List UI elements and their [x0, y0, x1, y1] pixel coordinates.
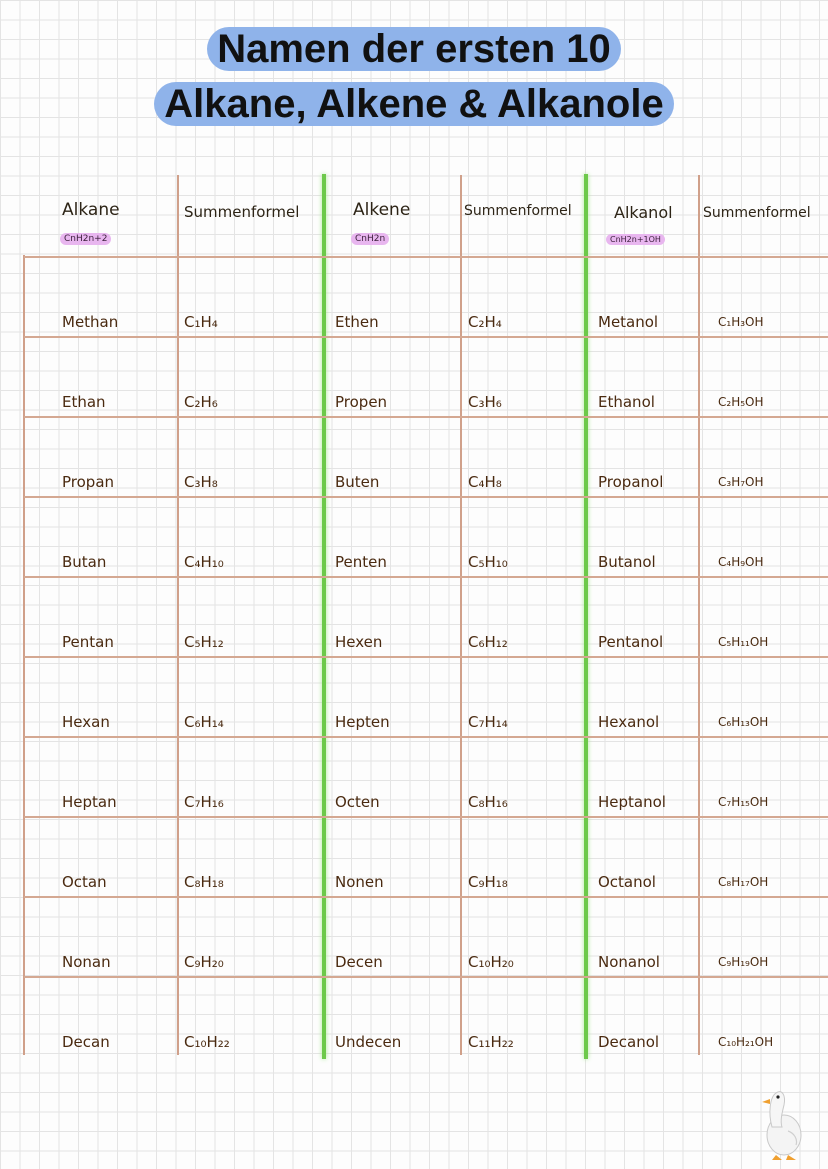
alkanol-formula: C₄H₉OH — [718, 555, 764, 569]
header-summenformel-2: Summenformel — [464, 203, 572, 219]
alkanol-name: Propanol — [598, 473, 664, 491]
column-divider — [177, 175, 179, 1055]
alkane-name: Decan — [62, 1033, 110, 1051]
alkanol-name: Nonanol — [598, 953, 660, 971]
alkanol-name: Butanol — [598, 553, 656, 571]
row-divider — [24, 336, 828, 338]
alkanol-formula: C₅H₁₁OH — [718, 635, 769, 649]
alkanol-formula: C₂H₅OH — [718, 395, 764, 409]
alkanol-formula: C₁H₃OH — [718, 315, 764, 329]
header-summenformel-3: Summenformel — [703, 205, 811, 221]
row-divider — [24, 976, 828, 978]
row-divider — [24, 656, 828, 658]
alkene-name: Decen — [335, 953, 383, 971]
alkane-formula: C₁H₄ — [184, 313, 218, 331]
alkanol-formula: C₃H₇OH — [718, 475, 764, 489]
alkane-name: Nonan — [62, 953, 111, 971]
alkene-formula: C₂H₄ — [468, 313, 502, 331]
alkene-formula: C₁₁H₂₂ — [468, 1033, 514, 1051]
alkene-formula: C₉H₁₈ — [468, 873, 508, 891]
alkanol-formula: C₈H₁₇OH — [718, 875, 769, 889]
alkane-formula: C₆H₁₄ — [184, 713, 224, 731]
row-divider — [24, 896, 828, 898]
alkane-name: Octan — [62, 873, 107, 891]
alkene-name: Hexen — [335, 633, 383, 651]
alkene-formula: C₁₀H₂₀ — [468, 953, 514, 971]
alkene-name: Buten — [335, 473, 380, 491]
alkane-name: Butan — [62, 553, 107, 571]
header-alkane: Alkane — [62, 200, 120, 220]
alkanol-formula: C₆H₁₃OH — [718, 715, 769, 729]
alkanol-name: Hexanol — [598, 713, 660, 731]
alkene-formula: C₄H₈ — [468, 473, 502, 491]
page-title-line-1: Namen der ersten 10 — [0, 29, 828, 69]
row-divider — [24, 416, 828, 418]
alkene-name: Penten — [335, 553, 387, 571]
row-divider — [24, 496, 828, 498]
header-alkanol-general-formula: CnH2n+1OH — [606, 234, 665, 245]
alkene-name: Hepten — [335, 713, 390, 731]
table-left-border — [23, 255, 25, 1055]
group-divider-green — [322, 174, 326, 1059]
alkene-formula: C₆H₁₂ — [468, 633, 508, 651]
header-alkene: Alkene — [353, 200, 411, 220]
goose-sticker-icon — [758, 1083, 806, 1161]
header-summenformel-1: Summenformel — [184, 203, 300, 221]
alkane-formula: C₃H₈ — [184, 473, 218, 491]
alkane-formula: C₅H₁₂ — [184, 633, 224, 651]
alkane-formula: C₈H₁₈ — [184, 873, 224, 891]
row-divider — [24, 736, 828, 738]
header-alkene-general-formula: CnH2n — [351, 233, 389, 245]
alkane-formula: C₇H₁₆ — [184, 793, 224, 811]
alkane-formula: C₂H₆ — [184, 393, 218, 411]
header-alkanol: Alkanol — [614, 203, 673, 222]
alkene-name: Nonen — [335, 873, 384, 891]
alkene-formula: C₇H₁₄ — [468, 713, 508, 731]
alkene-name: Undecen — [335, 1033, 402, 1051]
alkanol-name: Ethanol — [598, 393, 655, 411]
row-divider — [24, 576, 828, 578]
alkene-name: Propen — [335, 393, 388, 411]
group-divider-green — [584, 174, 588, 1059]
page-title-line-2: Alkane, Alkene & Alkanole — [0, 84, 828, 124]
header-alkane-general-formula: CnH2n+2 — [60, 233, 111, 245]
alkene-formula: C₅H₁₀ — [468, 553, 508, 571]
row-divider — [24, 816, 828, 818]
alkanol-formula: C₇H₁₅OH — [718, 795, 769, 809]
alkane-name: Methan — [62, 313, 119, 331]
alkanol-name: Pentanol — [598, 633, 664, 651]
alkane-name: Propan — [62, 473, 115, 491]
alkene-formula: C₃H₆ — [468, 393, 502, 411]
alkanol-name: Metanol — [598, 313, 659, 331]
alkanol-name: Heptanol — [598, 793, 666, 811]
alkene-name: Ethen — [335, 313, 379, 331]
alkane-name: Pentan — [62, 633, 114, 651]
alkanol-name: Decanol — [598, 1033, 660, 1051]
alkane-name: Hexan — [62, 713, 110, 731]
alkanol-formula: C₉H₁₉OH — [718, 955, 769, 969]
alkane-name: Ethan — [62, 393, 106, 411]
alkane-formula: C₉H₂₀ — [184, 953, 224, 971]
alkane-name: Heptan — [62, 793, 117, 811]
row-divider — [24, 256, 828, 258]
alkane-formula: C₄H₁₀ — [184, 553, 224, 571]
column-divider — [698, 175, 700, 1055]
alkane-formula: C₁₀H₂₂ — [184, 1033, 230, 1051]
alkene-formula: C₈H₁₆ — [468, 793, 508, 811]
alkanol-formula: C₁₀H₂₁OH — [718, 1035, 774, 1049]
column-divider — [460, 175, 462, 1055]
alkene-name: Octen — [335, 793, 380, 811]
alkanol-name: Octanol — [598, 873, 656, 891]
